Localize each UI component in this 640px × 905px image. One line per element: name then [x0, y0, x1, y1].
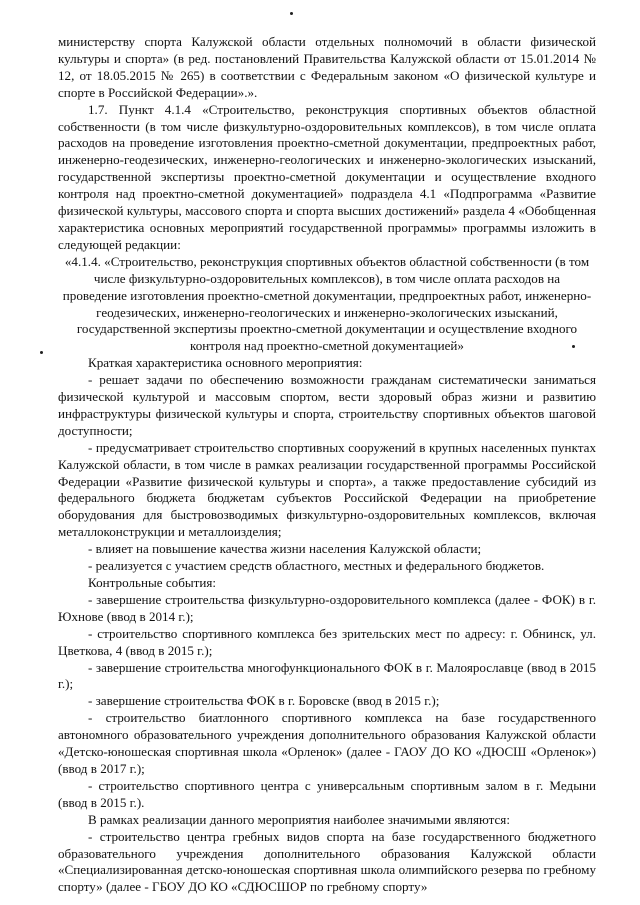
paragraph: 1.7. Пункт 4.1.4 «Строительство, реконструкция спортивных объектов областной собственности (в том числе физкультурно-оздоровительных комплексов), в том числе оплата расходов на проведение изготовления проектно-сметной документации, предпроектных работ, инженерно-геодезических, инженерно-геологических и инженерно-экологических изысканий, государственной экспертизы проектно-сметной документации и осуществление входного контроля над проектно-сметной документацией» подраздела 4.1 «Подпрограмма «Развитие физической культуры, массового спорта и спорта высших достижений» раздела 4 «Обобщенная характеристика основных мероприятий государственной программы» программы изложить в следующей редакции:: [58, 101, 596, 252]
scan-speck: [572, 345, 575, 348]
centered-item-title: «4.1.4. «Строительство, реконструкция спортивных объектов областной собственности (в том числе физкультурно-оздоровительных комплексов), в том числе оплата расходов на проведение изготовления проектно-сметной документации, предпроектных работ, инженерно-геодезических, инженерно-геологических и инженерно-экологических изысканий, государственной экспертизы проектно-сметной документации и осуществление входного контроля над проектно-сметной документацией»: [62, 253, 592, 354]
paragraph: министерству спорта Калужской области отдельных полномочий в области физической культуры и спорта» (в ред. постановлений Правительства Калужской области от 15.01.2014 № 12, от 18.05.2015 № 265) в соответствии с Федеральным законом «О физической культуре и спорте в Российской Федерации».».: [58, 34, 596, 100]
paragraph: - решает задачи по обеспечению возможности гражданам систематически заниматься физической культурой и массовым спортом, вести здоровый образ жизни и развитию инфраструктуры физической культуры и спорта, строительству спортивных объектов шаговой доступности;: [58, 372, 596, 438]
paragraph: - завершение строительства ФОК в г. Боровске (ввод в 2015 г.);: [88, 693, 440, 709]
paragraph: В рамках реализации данного мероприятия наиболее значимыми являются:: [88, 811, 510, 827]
paragraph: - завершение строительства многофункционального ФОК в г. Малоярославце (ввод в 2015 г.);: [58, 659, 596, 692]
document-body: [58, 34, 596, 896]
paragraph: - влияет на повышение качества жизни населения Калужской области;: [88, 541, 482, 557]
scan-speck: [40, 351, 43, 354]
paragraph: - строительство центра гребных видов спорта на базе государственного бюджетного образовательного учреждения дополнительного образования Калужской области «Специализированная детско-юношеская спортивная школа олимпийского резерва по гребному спорту» (далее - ГБОУ ДО КО «СДЮСШОР по гребному спорту»: [58, 828, 596, 895]
scan-speck: [290, 12, 293, 15]
paragraph: - строительство спортивного комплекса без зрительских мест по адресу: г. Обнинск, ул. Цветкова, 4 (ввод в 2015 г.);: [58, 625, 596, 658]
paragraph: - завершение строительства физкультурно-оздоровительного комплекса (далее - ФОК) в г. Юхнове (ввод в 2014 г.);: [58, 591, 596, 624]
paragraph: - реализуется с участием средств областного, местных и федерального бюджетов.: [88, 558, 545, 574]
paragraph: - строительство биатлонного спортивного комплекса на базе государственного автономного образовательного учреждения дополнительного образования Калужской области «Детско-юношеская спортивная школа «Орленок» (далее - ГАОУ ДО КО «ДЮСШ «Орленок») (ввод в 2017 г.);: [58, 710, 596, 776]
paragraph: - строительство спортивного центра с универсальным спортивным залом в г. Медыни (ввод в 2015 г.).: [58, 777, 596, 810]
paragraph: - предусматривает строительство спортивных сооружений в крупных населенных пунктах Калужской области, в том числе в рамках реализации государственной программы Российской Федерации «Развитие физической культуры и спорта», а также предоставление субсидий из федерального бюджета бюджетам субъектов Российской Федерации на приобретение оборудования для быстровозводимых физкультурно-оздоровительных комплексов, включая металлоконструкции и металлоизделия;: [58, 439, 596, 540]
paragraph: Краткая характеристика основного мероприятия:: [88, 355, 363, 371]
paragraph: Контрольные события:: [88, 575, 217, 590]
